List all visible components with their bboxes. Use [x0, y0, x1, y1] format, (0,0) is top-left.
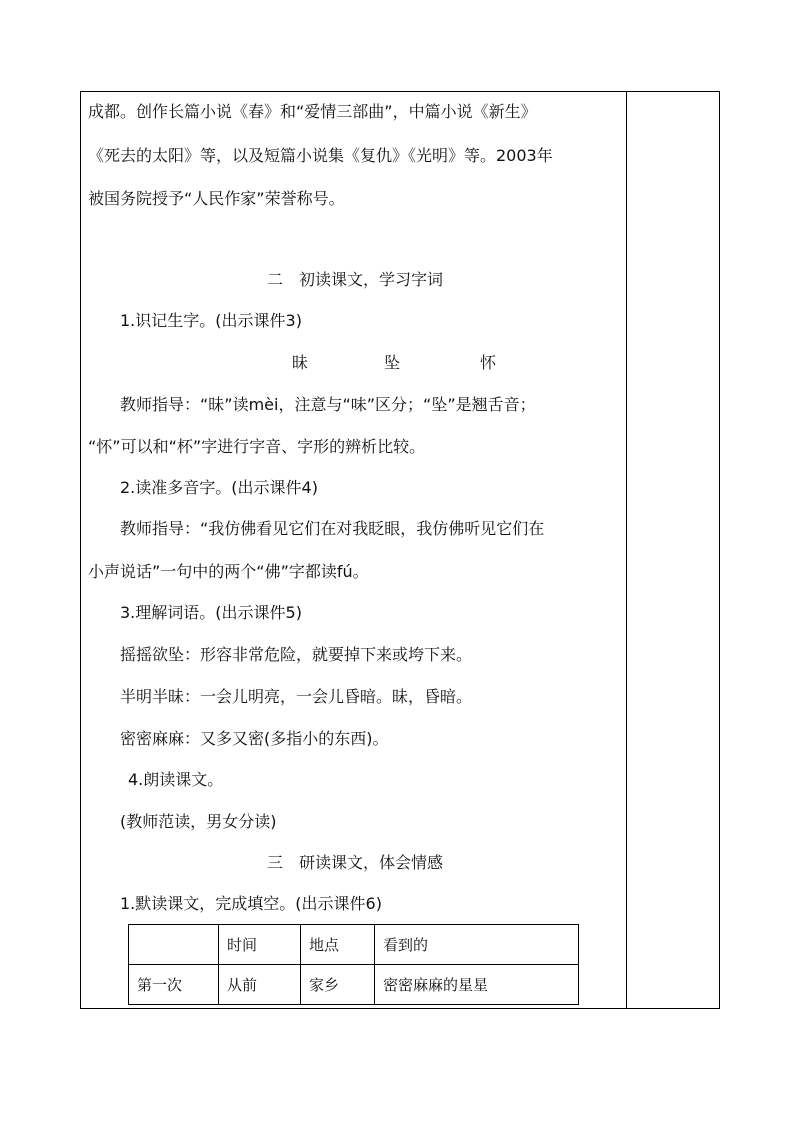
- section-2-item-4: 4.朗读课文。: [128, 770, 224, 789]
- table-header-cell: 看到的: [375, 925, 579, 965]
- section-3-heading: 三 研读课文，体会情感: [266, 853, 443, 872]
- table-header-cell: 地点: [301, 925, 375, 965]
- word-definition-3: 密密麻麻：又多又密(多指小的东西)。: [120, 729, 389, 748]
- notes-column-cell: [626, 91, 720, 1009]
- guide-2-line-1: 教师指导：“我仿佛看见它们在对我眨眼，我仿佛听见它们在: [120, 519, 545, 538]
- new-character: 怀: [480, 353, 497, 372]
- section-2-item-2: 2.读准多音字。(出示课件4): [120, 478, 318, 497]
- table-header-cell: [129, 925, 219, 965]
- fill-in-table: [128, 924, 579, 1005]
- table-cell: 家乡: [301, 965, 375, 1005]
- new-character: 坠: [384, 353, 401, 372]
- guide-2-line-2: 小声说话”一句中的两个“佛”字都读fú。: [88, 562, 369, 581]
- guide-1-line-2: “怀”可以和“杯”字进行字音、字形的辨析比较。: [88, 437, 426, 456]
- table-cell: 密密麻麻的星星: [375, 965, 579, 1005]
- table-cell: 第一次: [129, 965, 219, 1005]
- intro-line-2: 《死去的太阳》等，以及短篇小说集《复仇》《光明》等。2003年: [88, 146, 553, 165]
- intro-line-1: 成都。创作长篇小说《春》和“爱情三部曲”，中篇小说《新生》: [88, 102, 537, 121]
- guide-1-line-1: 教师指导：“昧”读mèi，注意与“味”区分；“坠”是翘舌音；: [120, 395, 536, 414]
- section-2-heading: 二 初读课文，学习字词: [266, 270, 443, 289]
- section-2-item-1: 1.识记生字。(出示课件3): [120, 311, 302, 330]
- intro-line-3: 被国务院授予“人民作家”荣誉称号。: [88, 189, 345, 208]
- word-definition-1: 摇摇欲坠：形容非常危险，就要掉下来或垮下来。: [120, 645, 473, 664]
- section-2-item-4-note: (教师范读，男女分读): [120, 812, 277, 831]
- table-header-cell: 时间: [219, 925, 301, 965]
- section-3-item-1: 1.默读课文，完成填空。(出示课件6): [120, 894, 382, 913]
- table-row: [129, 965, 579, 1005]
- word-definition-2: 半明半昧：一会儿明亮，一会儿昏暗。昧，昏暗。: [120, 687, 473, 706]
- new-character: 昧: [292, 353, 309, 372]
- section-2-item-3: 3.理解词语。(出示课件5): [120, 603, 302, 622]
- table-cell: 从前: [219, 965, 301, 1005]
- table-row: [129, 925, 579, 965]
